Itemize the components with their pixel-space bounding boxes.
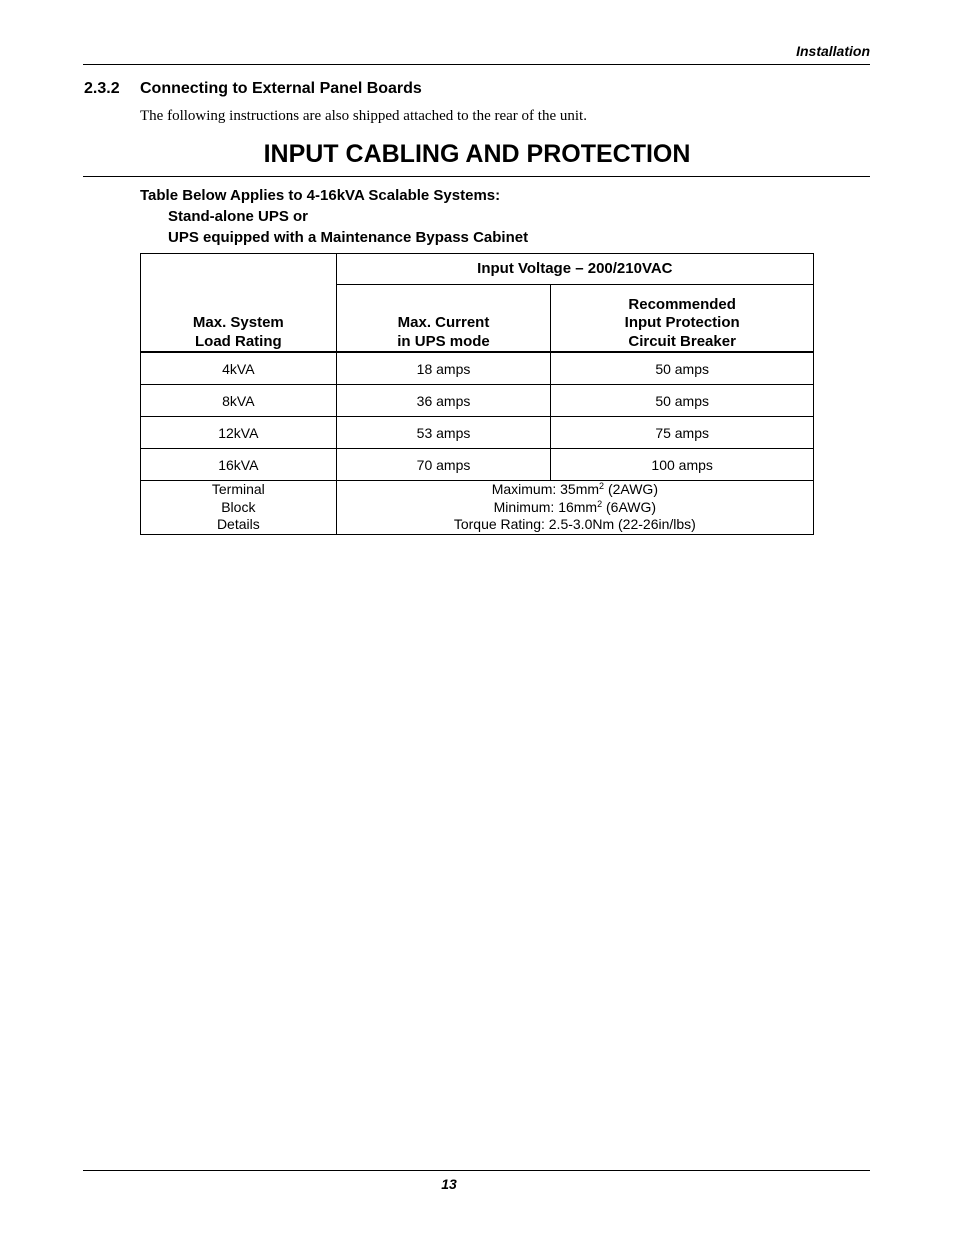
page-number: 13	[441, 1176, 457, 1192]
applies-line-2: Stand-alone UPS or	[168, 208, 309, 225]
table-header-row	[141, 254, 814, 285]
table-row	[141, 417, 814, 449]
header-rule	[83, 64, 870, 65]
col-header-current: Max. Current in UPS mode	[336, 285, 551, 353]
table-row	[141, 449, 814, 481]
cell-current: 36 amps	[336, 385, 551, 417]
terminal-block-row	[141, 481, 814, 535]
table-row	[141, 352, 814, 385]
section-title: Connecting to External Panel Boards	[140, 80, 422, 97]
table-row	[141, 385, 814, 417]
title-rule	[83, 176, 870, 177]
terminal-details	[336, 481, 813, 535]
cell-current: 18 amps	[336, 352, 551, 385]
intro-text: The following instructions are also shipped attached to the rear of the unit.	[140, 108, 587, 124]
footer-rule	[83, 1170, 870, 1171]
terminal-torque: Torque Rating: 2.5-3.0Nm (22-26in/lbs)	[453, 516, 696, 532]
cell-rating: 12kVA	[141, 417, 337, 449]
applies-note	[140, 185, 528, 248]
applies-line-1: Table Below Applies to 4-16kVA Scalable Systems:	[140, 187, 501, 204]
section-heading	[84, 80, 422, 98]
terminal-minimum: Minimum: $16mm^2$ (6AWG)	[493, 498, 657, 515]
terminal-maximum: Maximum: $35mm^2$ (2AWG)	[491, 481, 658, 497]
cell-breaker: 75 amps	[551, 417, 814, 449]
running-header: Installation	[796, 43, 870, 59]
applies-line-3: UPS equipped with a Maintenance Bypass Cabinet	[168, 229, 529, 246]
cell-rating: 8kVA	[141, 385, 337, 417]
input-cabling-table	[140, 253, 814, 535]
cell-current: 53 amps	[336, 417, 551, 449]
cell-breaker: 50 amps	[551, 352, 814, 385]
section-number: 2.3.2	[84, 80, 120, 97]
cell-breaker: 50 amps	[551, 385, 814, 417]
col-header-system: Max. System Load Rating	[141, 254, 337, 353]
cell-breaker: 100 amps	[551, 449, 814, 481]
cell-rating: 16kVA	[141, 449, 337, 481]
col-header-breaker: Recommended Input Protection Circuit Breaker	[551, 285, 814, 353]
main-title: INPUT CABLING AND PROTECTION	[263, 140, 691, 168]
cell-current: 70 amps	[336, 449, 551, 481]
terminal-label: Terminal Block Details	[141, 481, 337, 535]
voltage-header: Input Voltage – 200/210VAC	[336, 254, 813, 285]
cell-rating: 4kVA	[141, 352, 337, 385]
